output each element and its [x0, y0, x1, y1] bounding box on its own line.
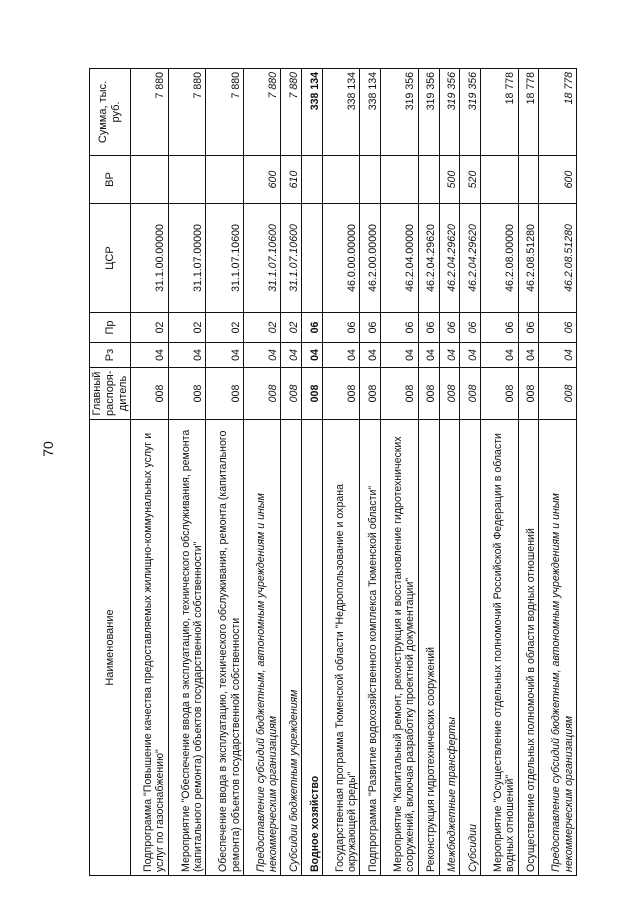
row-name-cell: Водное хозяйство — [302, 420, 323, 876]
row-name-cell: Мероприятие "Капитальный ремонт, реконструкция и восстановление гидротехнических сооружений, включая разработку проектной документации" — [381, 420, 419, 876]
row-name-cell: Подпрограмма "Развитие водохозяйственного комплекса Тюменской области" — [360, 420, 381, 876]
row-chief-manager-cell: 008 — [518, 368, 539, 420]
row-sum-cell: 319 356 — [418, 69, 439, 156]
row-target-article-cell: 46.2.04.29620 — [418, 204, 439, 313]
row-chief-manager-cell: 008 — [131, 368, 169, 420]
row-sum-cell: 338 134 — [322, 69, 360, 156]
row-section-cell: 04 — [168, 343, 206, 368]
row-chief-manager-cell: 008 — [418, 368, 439, 420]
row-expense-type-cell — [518, 156, 539, 204]
row-sum-cell: 319 356 — [381, 69, 419, 156]
row-subsection-cell: 02 — [243, 313, 281, 343]
row-chief-manager-cell: 008 — [322, 368, 360, 420]
row-target-article-cell: 46.2.04.29620 — [460, 204, 481, 313]
row-name-cell: Предоставление субсидий бюджетным, автономным учреждениям и иным некоммерческим организациям — [243, 420, 281, 876]
table-row — [131, 69, 169, 876]
row-section-cell: 04 — [206, 343, 244, 368]
row-chief-manager-cell: 008 — [460, 368, 481, 420]
row-subsection-cell: 06 — [322, 313, 360, 343]
header-section: Рз — [90, 343, 131, 368]
row-name-cell: Осуществление отдельных полномочий в области водных отношений — [518, 420, 539, 876]
row-chief-manager-cell: 008 — [243, 368, 281, 420]
table-row — [439, 69, 460, 876]
row-name-cell: Государственная программа Тюменской области "Недропользование и охрана окружающей среды" — [322, 420, 360, 876]
row-chief-manager-cell: 008 — [302, 368, 323, 420]
table-header-row — [90, 69, 131, 876]
row-name-cell: Субсидии бюджетным учреждениям — [281, 420, 302, 876]
row-expense-type-cell — [206, 156, 244, 204]
row-name-cell: Подпрограмма "Повышение качества предоставляемых жилищно-коммунальных услуг и услуг по газоснабжению" — [131, 420, 169, 876]
row-expense-type-cell — [302, 156, 323, 204]
row-section-cell: 04 — [243, 343, 281, 368]
row-sum-cell: 7 880 — [243, 69, 281, 156]
table-row — [281, 69, 302, 876]
row-name-cell: Субсидии — [460, 420, 481, 876]
row-sum-cell: 18 778 — [481, 69, 519, 156]
row-subsection-cell: 06 — [418, 313, 439, 343]
row-sum-cell: 7 880 — [168, 69, 206, 156]
row-expense-type-cell — [360, 156, 381, 204]
row-subsection-cell: 06 — [360, 313, 381, 343]
row-target-article-cell: 31.1.07.00000 — [168, 204, 206, 313]
row-target-article-cell: 31.1.07.10600 — [206, 204, 244, 313]
row-target-article-cell: 46.2.08.51280 — [539, 204, 577, 313]
row-target-article-cell: 31.1.00.00000 — [131, 204, 169, 313]
row-name-cell: Межбюджетные трансферты — [439, 420, 460, 876]
table-row — [539, 69, 577, 876]
row-subsection-cell: 06 — [460, 313, 481, 343]
row-sum-cell: 7 880 — [281, 69, 302, 156]
row-expense-type-cell: 600 — [243, 156, 281, 204]
page-number: 70 — [40, 441, 56, 457]
row-sum-cell: 338 134 — [360, 69, 381, 156]
table-row — [322, 69, 360, 876]
table-row — [168, 69, 206, 876]
row-section-cell: 04 — [460, 343, 481, 368]
row-sum-cell: 7 880 — [131, 69, 169, 156]
header-subsection: Пр — [90, 313, 131, 343]
row-section-cell: 04 — [381, 343, 419, 368]
row-chief-manager-cell: 008 — [481, 368, 519, 420]
row-chief-manager-cell: 008 — [439, 368, 460, 420]
row-subsection-cell: 02 — [168, 313, 206, 343]
row-subsection-cell: 02 — [206, 313, 244, 343]
row-name-cell: Предоставление субсидий бюджетным, автономным учреждениям и иным некоммерческим организациям — [539, 420, 577, 876]
row-sum-cell: 7 880 — [206, 69, 244, 156]
row-target-article-cell: 31.1.07.10600 — [243, 204, 281, 313]
row-section-cell: 04 — [539, 343, 577, 368]
table-row — [518, 69, 539, 876]
row-section-cell: 04 — [481, 343, 519, 368]
header-sum: Сумма, тыс. руб. — [90, 69, 131, 156]
row-target-article-cell: 31.1.07.10600 — [281, 204, 302, 313]
row-expense-type-cell: 500 — [439, 156, 460, 204]
row-chief-manager-cell: 008 — [381, 368, 419, 420]
row-expense-type-cell: 600 — [539, 156, 577, 204]
row-subsection-cell: 06 — [518, 313, 539, 343]
row-expense-type-cell — [381, 156, 419, 204]
row-chief-manager-cell: 008 — [206, 368, 244, 420]
row-target-article-cell — [302, 204, 323, 313]
row-name-cell: Мероприятие "Осуществление отдельных полномочий Российской Федерации в области водных отношений" — [481, 420, 519, 876]
row-section-cell: 04 — [281, 343, 302, 368]
row-chief-manager-cell: 008 — [168, 368, 206, 420]
row-name-cell: Мероприятие "Обеспечение ввода в эксплуатацию, технического обслуживания, ремонта (капитального ремонта) объектов государственной собственности" — [168, 420, 206, 876]
table-row — [481, 69, 519, 876]
row-expense-type-cell — [168, 156, 206, 204]
row-target-article-cell: 46.2.08.00000 — [481, 204, 519, 313]
row-subsection-cell: 02 — [131, 313, 169, 343]
table-row — [360, 69, 381, 876]
row-expense-type-cell: 610 — [281, 156, 302, 204]
header-chief-manager: Главный распоря-дитель — [90, 368, 131, 420]
table-row — [302, 69, 323, 876]
row-sum-cell: 18 778 — [539, 69, 577, 156]
row-section-cell: 04 — [322, 343, 360, 368]
header-name: Наименование — [90, 420, 131, 876]
table-row — [206, 69, 244, 876]
row-target-article-cell: 46.2.08.51280 — [518, 204, 539, 313]
row-expense-type-cell — [481, 156, 519, 204]
row-name-cell: Обеспечение ввода в эксплуатацию, технического обслуживания, ремонта (капитального ремонта) объектов государственной собственности — [206, 420, 244, 876]
row-target-article-cell: 46.0.00.00000 — [322, 204, 360, 313]
row-sum-cell: 319 356 — [439, 69, 460, 156]
budget-table — [89, 68, 577, 876]
row-target-article-cell: 46.2.04.29620 — [439, 204, 460, 313]
row-section-cell: 04 — [360, 343, 381, 368]
header-expense-type: ВР — [90, 156, 131, 204]
row-expense-type-cell — [131, 156, 169, 204]
row-section-cell: 04 — [131, 343, 169, 368]
row-subsection-cell: 06 — [302, 313, 323, 343]
row-name-cell: Реконструкция гидротехнических сооружений — [418, 420, 439, 876]
row-sum-cell: 319 356 — [460, 69, 481, 156]
row-subsection-cell: 06 — [439, 313, 460, 343]
row-section-cell: 04 — [518, 343, 539, 368]
row-chief-manager-cell: 008 — [360, 368, 381, 420]
row-section-cell: 04 — [418, 343, 439, 368]
table-body — [131, 69, 577, 876]
row-subsection-cell: 06 — [381, 313, 419, 343]
table-row — [460, 69, 481, 876]
row-sum-cell: 338 134 — [302, 69, 323, 156]
table-row — [418, 69, 439, 876]
row-section-cell: 04 — [302, 343, 323, 368]
table-row — [381, 69, 419, 876]
row-subsection-cell: 06 — [539, 313, 577, 343]
row-expense-type-cell: 520 — [460, 156, 481, 204]
header-target-article: ЦСР — [90, 204, 131, 313]
row-section-cell: 04 — [439, 343, 460, 368]
row-chief-manager-cell: 008 — [281, 368, 302, 420]
row-chief-manager-cell: 008 — [539, 368, 577, 420]
row-subsection-cell: 02 — [281, 313, 302, 343]
row-target-article-cell: 46.2.04.00000 — [381, 204, 419, 313]
budget-table-container — [89, 69, 577, 876]
row-expense-type-cell — [322, 156, 360, 204]
row-target-article-cell: 46.2.00.00000 — [360, 204, 381, 313]
row-subsection-cell: 06 — [481, 313, 519, 343]
row-expense-type-cell — [418, 156, 439, 204]
row-sum-cell: 18 778 — [518, 69, 539, 156]
table-row — [243, 69, 281, 876]
